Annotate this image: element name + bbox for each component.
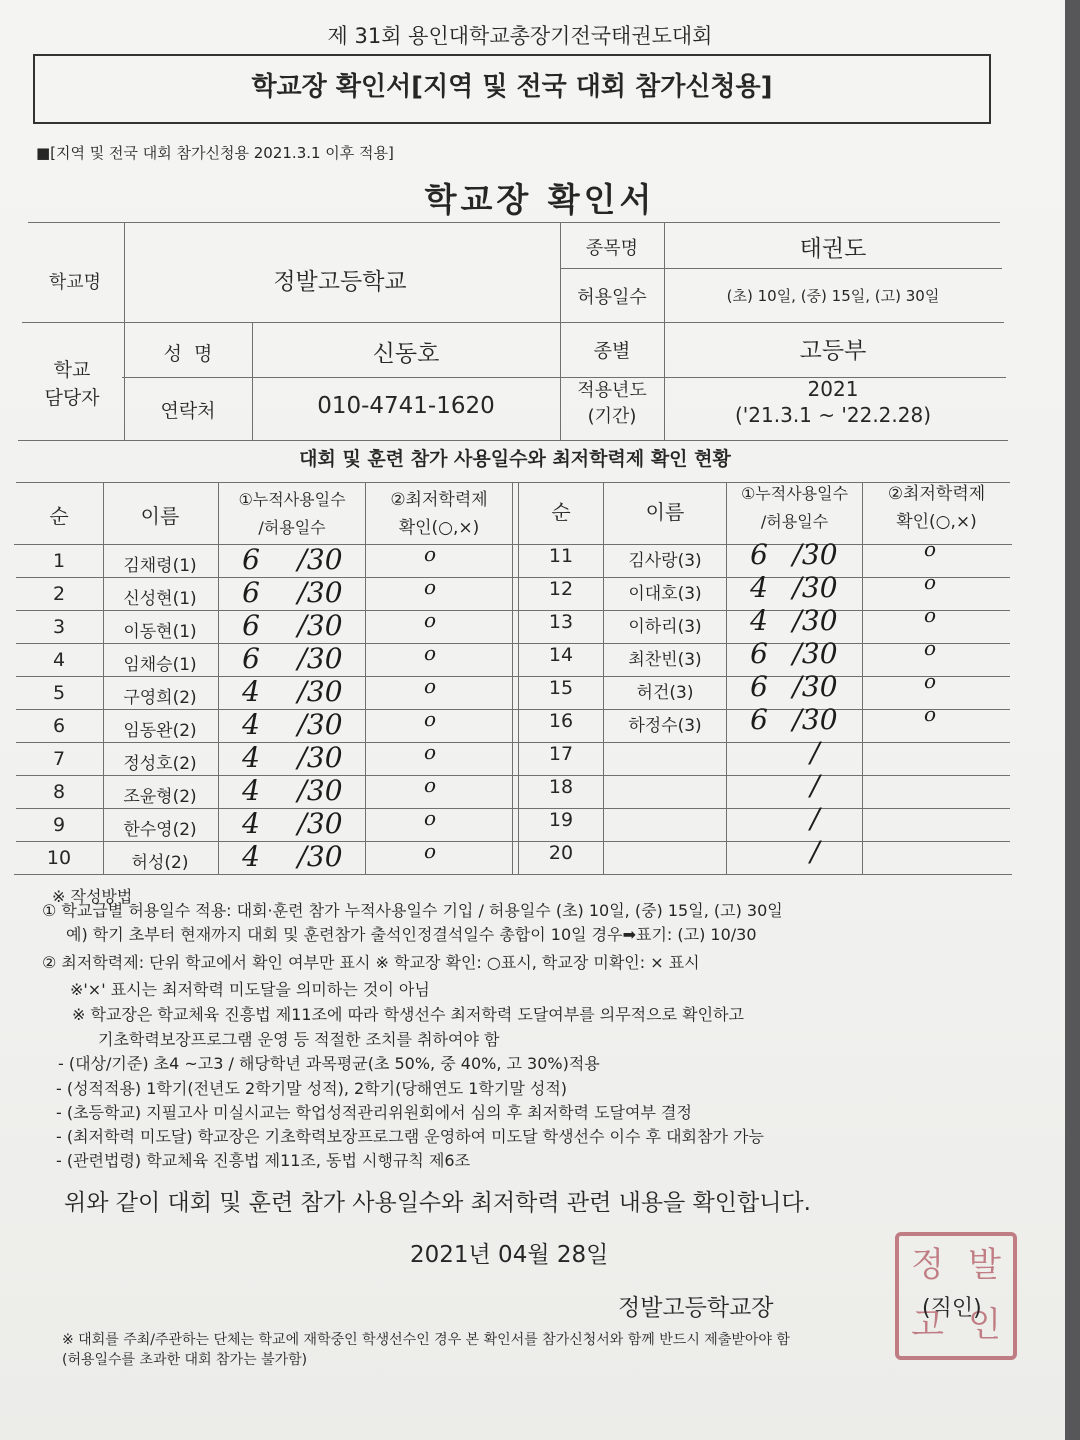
- note-line: 예) 학기 초부터 현재까지 대회 및 훈련참가 출석인정결석일수 총합이 10일 경우➡표기: (고) 10/30: [66, 925, 757, 944]
- seal-char: 정: [911, 1245, 944, 1285]
- student-name: 이대호(3): [628, 584, 702, 604]
- confirm-text: 위와 같이 대회 및 훈련 참가 사용일수와 최저학력 관련 내용을 확인합니다.: [64, 1190, 811, 1216]
- event-title: 제 31회 용인대학교총장기전국태권도대회: [327, 24, 713, 48]
- allowed-days: /: [810, 835, 820, 868]
- division-value: 고등부: [799, 338, 867, 364]
- year-value: 2021 ('21.3.1 ~ '22.2.28): [734, 377, 932, 427]
- note-line: 기초학력보장프로그램 운영 등 적절한 조치를 취하여야 함: [98, 1030, 500, 1049]
- used-days: 4: [242, 675, 260, 708]
- allowed-label: 허용일수: [577, 287, 647, 308]
- allowed-days: /30: [297, 543, 343, 576]
- student-name: 한수영(2): [123, 820, 197, 840]
- note-line: ※ 학교장은 학교체육 진흥법 제11조에 따라 학생선수 최저학력 도달여부를 의무적으로 확인하고: [72, 1005, 744, 1024]
- row-number: 12: [548, 578, 574, 600]
- academic-check: o: [923, 570, 937, 594]
- used-days: 6: [750, 703, 768, 736]
- allowed-days: /30: [792, 604, 838, 637]
- used-days: 4: [242, 840, 260, 873]
- contact-name: 신동호: [372, 341, 440, 367]
- banner-title: 학교장 확인서[지역 및 전국 대회 참가신청용]: [251, 72, 773, 102]
- note-line: ① 학교급별 허용일수 적용: 대회·훈련 참가 누적사용일수 기입 / 허용일수 (초) 10일, (중) 15일, (고) 30일: [42, 901, 783, 920]
- used-days: 4: [750, 604, 768, 637]
- used-days: 6: [242, 576, 260, 609]
- table-line: [16, 775, 1010, 776]
- note-line: - (최저학력 미도달) 학교장은 기초학력보장프로그램 운영하여 미도달 학생선수 이수 후 대회참가 가능: [56, 1127, 764, 1146]
- student-name: 하정수(3): [628, 716, 702, 736]
- doc-title: 학교장 확인서: [424, 180, 656, 219]
- table-line: [512, 482, 513, 874]
- contact-group-label: 학교 담당자: [44, 359, 100, 409]
- student-name: 정성호(2): [123, 754, 197, 774]
- header-no: 순: [49, 504, 69, 528]
- row-number: 1: [52, 550, 66, 572]
- academic-check: o: [923, 669, 937, 693]
- used-days: 4: [242, 741, 260, 774]
- row-number: 3: [52, 616, 66, 638]
- row-number: 6: [52, 715, 66, 737]
- row-number: 14: [548, 644, 574, 666]
- seal-char: 인: [968, 1305, 1001, 1345]
- academic-check: o: [423, 806, 437, 830]
- info-line: [124, 222, 125, 440]
- used-days: 4: [750, 571, 768, 604]
- allowed-days: /30: [792, 670, 838, 703]
- info-line: [22, 322, 1004, 323]
- info-line: [28, 222, 1000, 223]
- note-line: ② 최저학력제: 단위 학교에서 확인 여부만 표시 ※ 학교장 확인: ○표시, 학교장 미확인: × 표시: [42, 953, 700, 972]
- row-number: 16: [548, 710, 574, 732]
- student-name: 구영희(2): [123, 688, 197, 708]
- allowed-days: /30: [792, 538, 838, 571]
- seal-char: 고: [911, 1305, 944, 1345]
- allowed-days: /30: [297, 840, 343, 873]
- row-number: 19: [548, 809, 574, 831]
- seal-label: (직인): [922, 1296, 982, 1321]
- issue-date: 2021년 04월 28일: [410, 1242, 609, 1268]
- allowed-days: /30: [297, 774, 343, 807]
- student-name: 이하리(3): [628, 617, 702, 637]
- table-line: [16, 742, 1010, 743]
- allowed-value: (초) 10일, (중) 15일, (고) 30일: [726, 287, 940, 305]
- academic-check: o: [423, 740, 437, 764]
- row-number: 5: [52, 682, 66, 704]
- footer-note: ※ 대회를 주최/주관하는 단체는 학교에 재학중인 학생선수인 경우 본 확인서를 참가신청서와 함께 반드시 제출받아야 함 (허용일수를 초과한 대회 참가는 불가함): [62, 1332, 790, 1368]
- table-line: [16, 808, 1010, 809]
- academic-check: o: [423, 641, 437, 665]
- table-line: [16, 577, 1010, 578]
- student-name: 신성현(1): [123, 589, 197, 609]
- table-line: [726, 482, 727, 874]
- header-academic: ②최저학력제 확인(○,×): [887, 484, 986, 532]
- allowed-days: /30: [297, 675, 343, 708]
- allowed-days: /30: [297, 576, 343, 609]
- allowed-days: /30: [792, 703, 838, 736]
- row-number: 20: [548, 842, 574, 864]
- table-line: [14, 874, 1012, 875]
- academic-check: o: [423, 542, 437, 566]
- info-line: [252, 322, 253, 440]
- background-edge: [1065, 0, 1080, 1440]
- principal-name: 정발고등학교장: [618, 1295, 774, 1321]
- division-label: 종별: [593, 340, 631, 362]
- used-days: 4: [242, 708, 260, 741]
- used-days: 4: [242, 774, 260, 807]
- info-line: [560, 268, 1002, 269]
- note-line: - (대상/기준) 초4 ~고3 / 해당학년 과목평균(초 50%, 중 40%, 고 30%)적용: [58, 1054, 600, 1073]
- table-line: [16, 676, 1010, 677]
- academic-check: o: [923, 636, 937, 660]
- academic-check: o: [423, 707, 437, 731]
- note-line: - (관련법령) 학교체육 진흥법 제11조, 동법 시행규칙 제6조: [56, 1151, 471, 1170]
- info-line: [560, 222, 561, 440]
- academic-check: o: [423, 773, 437, 797]
- sport-value: 태권도: [799, 236, 867, 262]
- allowed-days: /30: [297, 609, 343, 642]
- note-line: - (성적적용) 1학기(전년도 2학기말 성적), 2학기(당해연도 1학기말 성적): [56, 1079, 568, 1098]
- row-number: 17: [548, 743, 574, 765]
- allowed-days: /30: [297, 708, 343, 741]
- table-line: [16, 610, 1010, 611]
- allowed-days: /30: [297, 642, 343, 675]
- row-number: 11: [548, 545, 574, 567]
- table-line: [16, 841, 1010, 842]
- table-line: [16, 709, 1010, 710]
- student-name: 허건(3): [636, 683, 694, 703]
- note-line: - (초등학교) 지필고사 미실시교는 학업성적관리위원회에서 심의 후 최저학력 도달여부 결정: [56, 1103, 692, 1122]
- header-days: ①누적사용일수 /허용일수: [740, 484, 849, 531]
- allowed-days: /30: [792, 637, 838, 670]
- student-name: 김채령(1): [123, 556, 197, 576]
- name-label: 성 명: [163, 343, 213, 365]
- allowed-days: /30: [792, 571, 838, 604]
- academic-check: o: [923, 537, 937, 561]
- sport-label: 종목명: [585, 238, 639, 259]
- used-days: 6: [242, 543, 260, 576]
- academic-check: o: [423, 674, 437, 698]
- academic-check: o: [423, 575, 437, 599]
- row-number: 10: [46, 847, 72, 869]
- seal-char: 발: [968, 1245, 1001, 1285]
- notes-heading: ※ 작성방법: [52, 887, 133, 906]
- row-number: 9: [52, 814, 66, 836]
- used-days: 6: [242, 609, 260, 642]
- academic-check: o: [423, 608, 437, 632]
- row-number: 2: [52, 583, 66, 605]
- row-number: 15: [548, 677, 574, 699]
- student-name: 최찬빈(3): [628, 650, 702, 670]
- school-label: 학교명: [48, 272, 102, 293]
- academic-check: o: [923, 603, 937, 627]
- table-title: 대회 및 훈련 참가 사용일수와 최저학력제 확인 현황: [299, 448, 731, 470]
- header-name: 이름: [140, 504, 180, 528]
- used-days: 6: [750, 538, 768, 571]
- banner-box: [33, 54, 991, 124]
- student-name: 이동현(1): [123, 622, 197, 642]
- info-line: [18, 440, 1008, 441]
- form-note: ■[지역 및 전국 대회 참가신청용 2021.3.1 이후 적용]: [36, 144, 394, 162]
- table-line: [16, 643, 1010, 644]
- info-line: [664, 222, 665, 440]
- used-days: 6: [750, 670, 768, 703]
- table-line: [862, 482, 863, 874]
- student-name: 조윤형(2): [123, 787, 197, 807]
- row-number: 13: [548, 611, 574, 633]
- phone-label: 연락처: [160, 400, 216, 422]
- used-days: 6: [242, 642, 260, 675]
- allowed-days: /: [810, 769, 820, 802]
- year-label: 적용년도 (기간): [577, 380, 647, 427]
- phone-value: 010-4741-1620: [317, 393, 495, 419]
- allowed-days: /30: [297, 741, 343, 774]
- student-name: 임채승(1): [123, 655, 197, 675]
- row-number: 4: [52, 649, 66, 671]
- allowed-days: /: [810, 802, 820, 835]
- student-name: 김사랑(3): [628, 551, 702, 571]
- header-name: 이름: [645, 500, 685, 524]
- academic-check: o: [923, 702, 937, 726]
- header-days: ①누적사용일수 /허용일수: [238, 490, 346, 537]
- school-name: 정발고등학교: [273, 269, 407, 295]
- allowed-days: /30: [297, 807, 343, 840]
- row-number: 8: [52, 781, 66, 803]
- used-days: 4: [242, 807, 260, 840]
- header-academic: ②최저학력제 확인(○,×): [390, 490, 488, 538]
- used-days: 6: [750, 637, 768, 670]
- academic-check: o: [423, 839, 437, 863]
- allowed-days: /: [810, 736, 820, 769]
- student-name: 임동완(2): [123, 721, 197, 741]
- note-line: ※'×' 표시는 최저학력 미도달을 의미하는 것이 아님: [70, 980, 430, 999]
- student-name: 허성(2): [131, 853, 189, 873]
- header-no: 순: [551, 500, 571, 524]
- row-number: 7: [52, 748, 66, 770]
- row-number: 18: [548, 776, 574, 798]
